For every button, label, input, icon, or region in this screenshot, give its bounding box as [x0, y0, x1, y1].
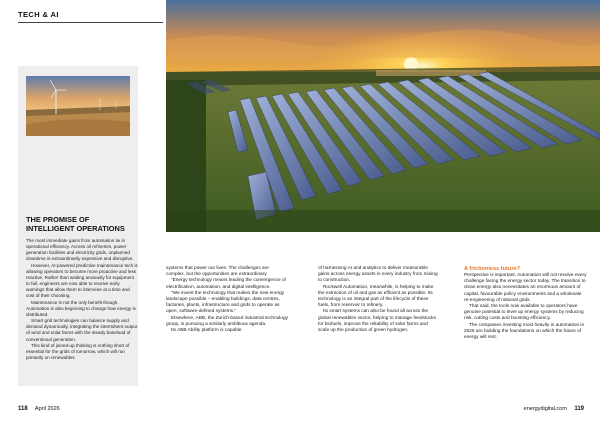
sidebar-paragraph: However, AI-powered predictive maintenance tech is allowing operators to become more proactive and less reactive. Rather than waiting anxiously for equipment to fail, engineers are now able to receive early warnings that allow them to intervene at a time and cost of their choosing. [26, 262, 138, 299]
article-paragraph: systems that power our lives. The challenges are complex, but the opportunities are extraordinary. [166, 266, 269, 278]
article-paragraph: Its smart systems can also be found all across the global renewables sector, helping to manage feedstocks for biofuels, improve the reliability of solar farms and scale up the production of green hydrogen. [318, 309, 437, 334]
hero-solar-farm-photo [166, 0, 600, 232]
article-paragraph: Elsewhere, ABB, the Zurich-based industrial technology group, is pursuing a similarly ambitious agenda. [166, 315, 288, 327]
sidebar-wind-farm-photo [26, 76, 130, 136]
wind-turbine-illustration [26, 76, 130, 136]
page-number-right: 119 [574, 406, 584, 412]
article-paragraph: of harnessing AI and analytics to deliver measurable gains across energy assets in every industry from mining to construction. [318, 266, 438, 284]
sidebar-paragraph: The most immediate gains from automation lie in operational efficiency. Across oil refineries, power generation facilities and electricity grids, unplanned downtime is extraordinarily expensive and disruptive. [26, 238, 134, 262]
sidebar-title: THE PROMISE OF INTELLIGENT OPERATIONS [26, 215, 125, 233]
footer-right [524, 406, 584, 412]
subheading: A frictionless future? [464, 266, 521, 272]
issue-date: April 2026 [34, 406, 60, 412]
sidebar-paragraph: Maintenance is not the only benefit though. Automation is also beginning to change how energy is distributed. [26, 299, 136, 317]
page-number-left: 118 [18, 406, 28, 412]
article-paragraph: The companies investing most heavily in automation in 2026 are building the foundations on which the future of energy will rest. [464, 322, 585, 341]
site-url: energydigital.com [523, 406, 567, 412]
sidebar-paragraph: Smart grid technologies can balance supply and demand dynamically, integrating the intermittent output of wind and solar farms with the steady baseload of conventional generation. [26, 318, 138, 342]
article-paragraph: That said, the tools now available to operators have genuine potential to level up energy systems by reducing risk, cutting costs and boosting efficiency. [464, 304, 584, 322]
sidebar-body [26, 238, 138, 361]
article-column-3 [464, 266, 588, 341]
article-column-2 [318, 266, 440, 334]
article-paragraph: “Energy technology means leading the convergence of electrification, automation, and digital intelligence. [166, 278, 286, 290]
article-paragraph: Rockwell Automation, meanwhile, is helping to make the extraction of oil and gas as efficient as possible. Its technology is an integral part of the lifecycle of these fuels, from reservoir to refinery. [318, 284, 434, 309]
article-paragraph: “We invent the technology that makes the new energy landscape possible – enabling buildings, data centres, factories, plants, infrastructure and grids to operate as open, software-defined systems.” [166, 290, 285, 315]
article-paragraph: Perspective is important. Automation will not resolve every challenge facing the energy sector today. The transition to clean energy also necessitates an enormous amount of capital, favourable policy environments and a wholesale re-engineering of national grids. [464, 273, 587, 303]
solar-farm-illustration [166, 0, 600, 232]
footer-left [18, 406, 60, 412]
section-rule [18, 22, 163, 23]
section-label: TECH & AI [18, 10, 59, 19]
sidebar-box [18, 66, 138, 386]
sidebar-paragraph: This kind of joined-up thinking is nothing short of essential for the grids of tomorrow, which will run primarily on renewables. [26, 342, 130, 360]
article-column-1 [166, 266, 288, 334]
article-paragraph: Its ABB Ability platform is capable [171, 328, 242, 334]
